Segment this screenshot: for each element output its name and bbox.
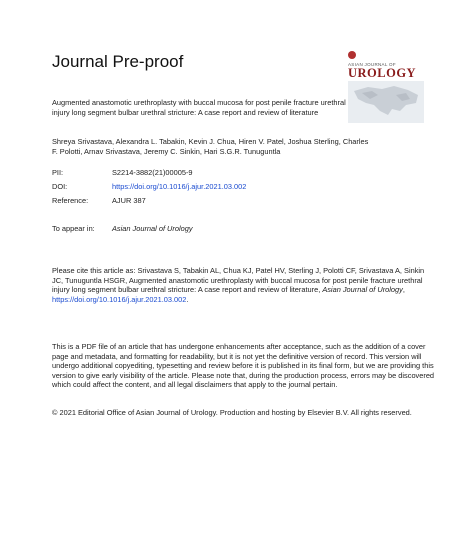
reference-value: AJUR 387 [112,196,146,205]
pii-value: S2214-3882(21)00005-9 [112,168,193,177]
logo-journal-big: UROLOGY [348,66,417,80]
doi-link[interactable]: https://doi.org/10.1016/j.ajur.2021.03.002 [112,182,247,191]
citation-end: . [186,294,189,304]
logo-journal-small: ASIAN JOURNAL OF [348,62,396,67]
citation-doi-link[interactable]: https://doi.org/10.1016/j.ajur.2021.03.002 [52,294,187,304]
to-appear-value: Asian Journal of Urology [112,224,193,233]
journal-logo [348,50,424,124]
to-appear-label: To appear in: [52,224,95,233]
article-title: Augmented anastomotic urethroplasty with buccal mucosa for post penile fracture urethral injury long segment bulbar urethral stricture: A case report and review of literature [52,98,346,117]
seal-icon [348,51,356,59]
copyright-notice: © 2021 Editorial Office of Asian Journal of Urology. Production and hosting by Elsevier B.V. All rights reserved. [52,408,412,417]
citation-journal: Asian Journal of Urology [322,285,403,295]
pii-label: PII: [52,168,64,177]
notice-paragraph: This is a PDF file of an article that has undergone enhancements after acceptance, such as the addition of a cover page and metadata, and formatting for readability, but it is not yet the definitive version of record. This version will undergo additional copyediting, typesetting and review before it is published in its final form, but we are providing this version to give early visibility of the article. Please note that, during the production process, errors may be discovered which could affect the content, and all legal disclaimers that apply to the journal pertain. [52,342,435,390]
map-icon [348,81,424,123]
citation-paragraph [52,266,432,304]
article-authors: Shreya Srivastava, Alexandra L. Tabakin, Kevin J. Chua, Hiren V. Patel, Joshua Sterling, Charles F. Polotti, Arnav Srivastava, Jeremy C. Sinkin, Hari S.G.R. Tunuguntla [52,137,369,156]
page-title: Journal Pre-proof [52,52,184,71]
citation-text: Please cite this article as: Srivastava S, Tabakin AL, Chua KJ, Patel HV, Sterling J, Polotti CF, Srivastava A, Sinkin JC, Tunuguntla HSGR, Augmented anastomotic urethroplasty with buccal mucosa for post penile fracture urethral injury long segment bulbar urethral stricture: A case report and review of literature, [52,266,425,295]
citation-sep: , [402,285,405,295]
reference-label: Reference: [52,196,89,205]
doi-label: DOI: [52,182,68,191]
